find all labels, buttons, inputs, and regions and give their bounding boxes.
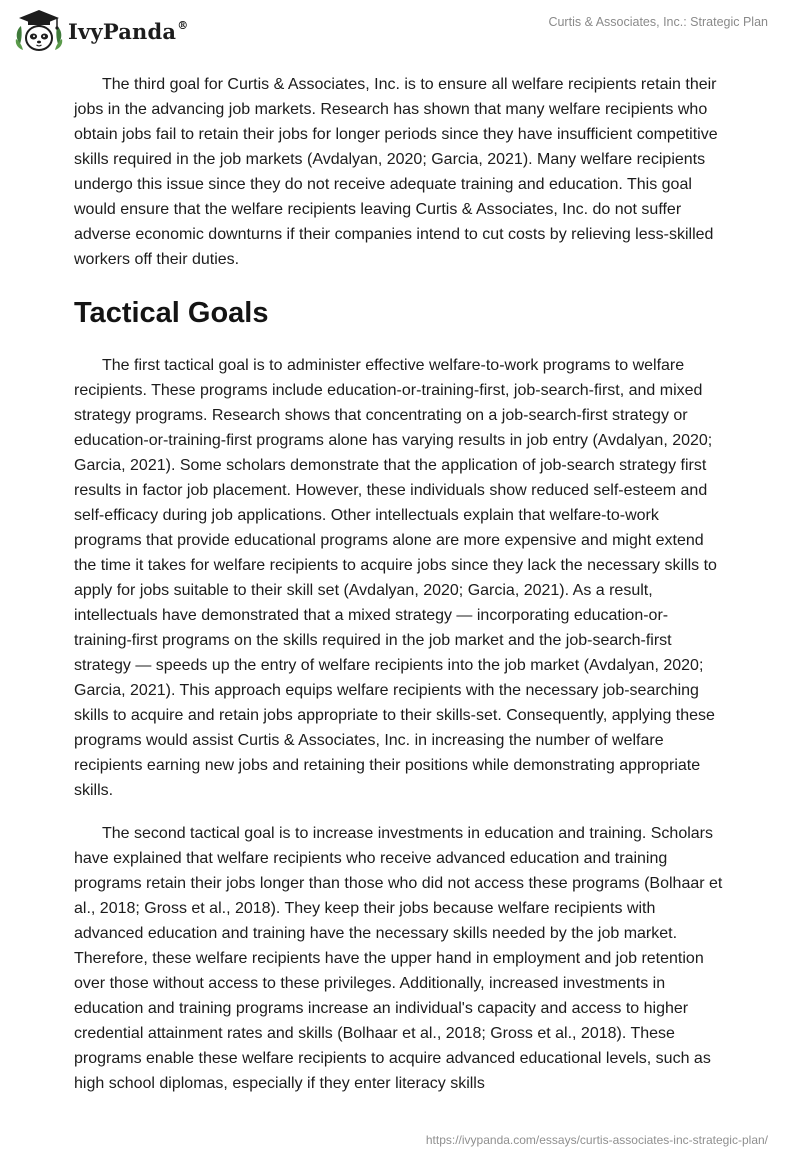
paragraph-second-tactical-goal: The second tactical goal is to increase investments in education and training. Scholars have explained that welfare recipients who receive advanced education and training programs retain their jobs longer than those who did not access these programs (Bolhaar et al., 2018; Gross et al., 2018). They keep their jobs because welfare recipients with advanced education and training have the necessary skills needed by the job market. Therefore, these welfare recipients have the upper hand in employment and job retention over those without access to these privileges. Additionally, increased investments in education and training programs increase an individual's capacity and access to higher credential attainment rates and skills (Bolhaar et al., 2018; Gross et al., 2018). These programs enable these welfare recipients to acquire advanced educational levels, such as high school diplomas, especially if they enter literacy skills [74, 825, 723, 1092]
brand-name: IvyPanda® [68, 18, 189, 44]
section-heading: Tactical Goals [74, 297, 269, 329]
page-header [0, 0, 800, 62]
paragraph-first-tactical-goal: The first tactical goal is to administer effective welfare-to-work programs to welfare recipients. These programs include education-or-training-first, job-search-first, and mixed strategy programs. Research shows that concentrating on a job-search-first strategy or education-or-training-first programs alone has varying results in job entry (Avdalyan, 2020; Garcia, 2021). Some scholars demonstrate that the application of job-search strategy first results in factor job placement. However, these individuals show reduced self-esteem and self-efficacy during job applications. Other intellectuals explain that welfare-to-work programs that provide educational programs alone are more expensive and might extend the time it takes for welfare recipients to acquire jobs since they lack the necessary skills to apply for jobs suitable to their skill set (Avdalyan, 2020; Garcia, 2021). As a result, intellectuals have demonstrated that a mixed strategy — incorporating education-or- training-first programs on the skills required in the job market and the job-search-first strategy — speeds up the entry of welfare recipients into the job market (Avdalyan, 2020; Garcia, 2021). This approach equips welfare recipients with the necessary job-searching skills to acquire and retain jobs appropriate to their skills-set. Consequently, applying these programs would assist Curtis & Associates, Inc. in increasing the number of welfare recipients earning new jobs and retaining their positions while demonstrating appropriate skills. [74, 357, 717, 799]
source-url[interactable]: https://ivypanda.com/essays/curtis-associates-inc-strategic-plan/ [425, 1133, 768, 1147]
article-body [74, 72, 726, 1096]
paragraph-third-goal: The third goal for Curtis & Associates, Inc. is to ensure all welfare recipients retain their jobs in the advancing job markets. Research has shown that many welfare recipients who obtain jobs fail to retain their jobs for longer periods since they have insufficient competitive skills required in the job markets (Avdalyan, 2020; Garcia, 2021). Many welfare recipients undergo this issue since they do not receive adequate training and education. This goal would ensure that the welfare recipients leaving Curtis & Associates, Inc. do not suffer adverse economic downturns if their companies intend to cut costs by relieving less-skilled workers off their duties. [74, 76, 718, 268]
brand-logo[interactable] [14, 8, 188, 54]
document-title: Curtis & Associates, Inc.: Strategic Plan [548, 15, 768, 29]
panda-graduate-icon [14, 8, 64, 54]
